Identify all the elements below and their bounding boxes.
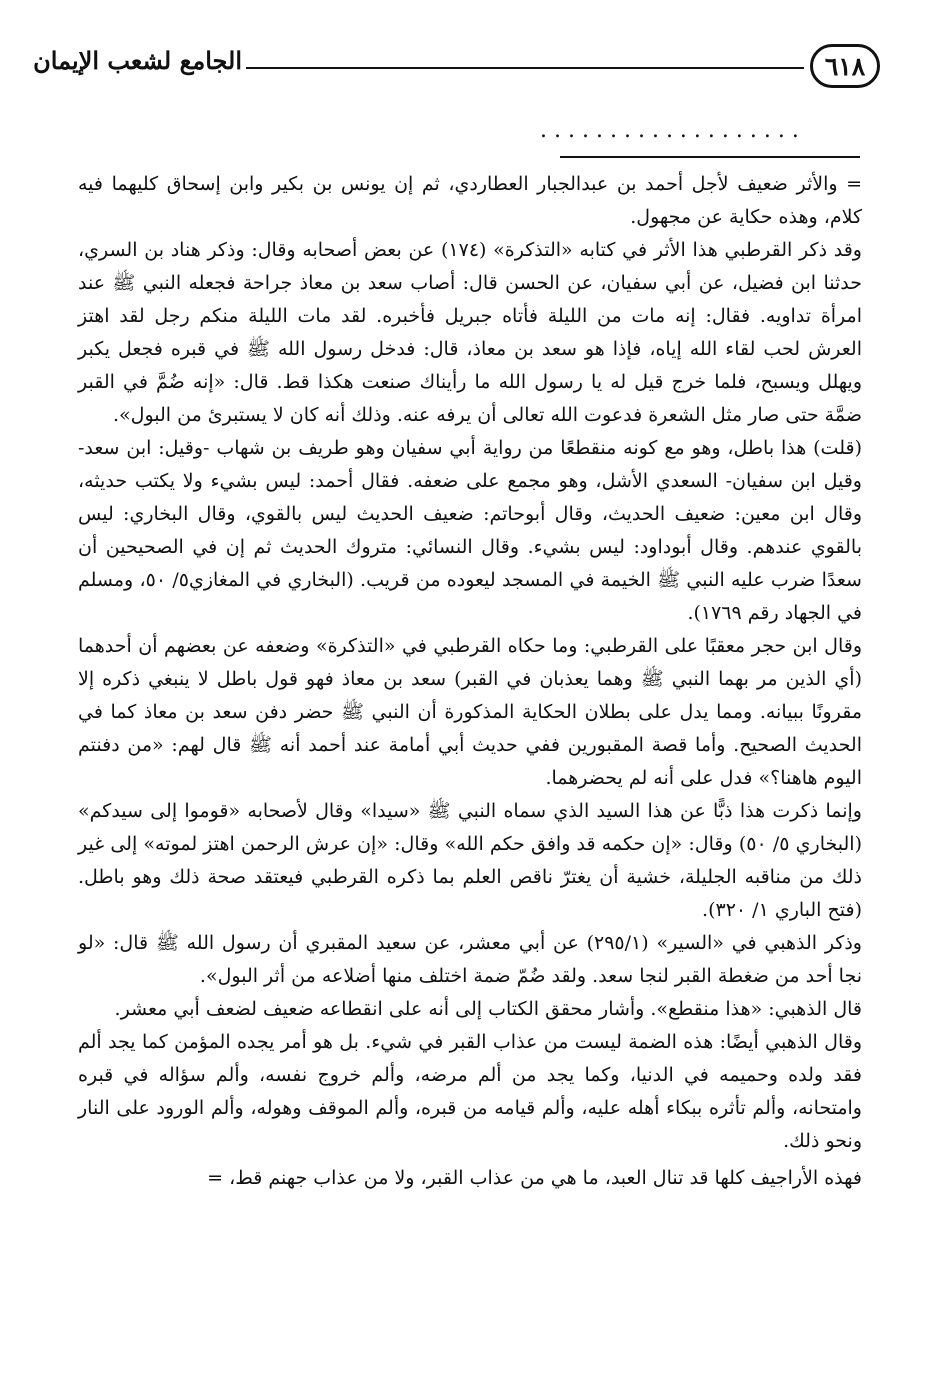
continuation-line: فهذه الأراجيف كلها قد تنال العبد، ما هي من عذاب القبر، ولا من عذاب جهنم قط، = (207, 1167, 862, 1189)
paragraph: قال الذهبي: «هذا منقطع». وأشار محقق الكتاب إلى أنه على انقطاعه ضعيف لضعف أبي معشر. (114, 998, 862, 1020)
header-rule (246, 67, 804, 69)
footnote-rule (560, 156, 860, 158)
footnote-dots: ................... (540, 118, 806, 143)
paragraph: وذكر الذهبي في «السير» (٢٩٥/١) عن أبي معشر، عن سعيد المقبري أن رسول الله ﷺ قال: «لو نجا أحد من ضغطة القبر لنجا سعد. ولقد ضُمّ ضمة اختلف منها أضلاعه من أثر البول». (78, 932, 862, 987)
paragraph: = والأثر ضعيف لأجل أحمد بن عبدالجبار العطاردي، ثم إن يونس بن بكير وابن إسحاق كليهما فيه كلام، وهذه حكاية عن مجهول. (78, 173, 862, 228)
page-number: ٦١٨ (810, 44, 880, 88)
footnote-body (78, 168, 862, 1195)
book-title: الجامع لشعب الإيمان (33, 46, 242, 75)
paragraph: وقال ابن حجر معقبًا على القرطبي: وما حكاه القرطبي في «التذكرة» وضعفه عن بعضهم أن أحدهما (أي الذين مر بهما النبي ﷺ وهما يعذبان في القبر) سعد بن معاذ فهو قول باطل لا ينبغي ذكره إلا مقرونًا ببيانه. ومما يدل على بطلان الحكاية المذكورة أن النبي ﷺ حضر دفن سعد بن معاذ كما في الحديث الصحيح. وأما قصة المقبورين ففي حديث أبي أمامة عند أحمد أنه ﷺ قال لهم: «من دفنتم اليوم هاهنا؟» فدل على أنه لم يحضرهما. (78, 635, 862, 789)
page-header (33, 40, 880, 102)
paragraph: (قلت) هذا باطل، وهو مع كونه منقطعًا من رواية أبي سفيان وهو طريف بن شهاب -وقيل: ابن سعد- وقيل ابن سفيان- السعدي الأشل، وهو مجمع على ضعفه. فقال أحمد: ليس بشيء ولا يكتب حديثه، وقال ابن معين: ضعيف الحديث، وقال أبوحاتم: ضعيف الحديث ليس بالقوي، وقال البخاري: ليس بالقوي عندهم. وقال أبوداود: ليس بشيء. وقال النسائي: متروك الحديث ثم إن في الصحيحين أن سعدًا ضرب عليه النبي ﷺ الخيمة في المسجد ليعوده من قريب. (البخاري في المغازي٥/ ٥٠، ومسلم في الجهاد رقم ١٧٦٩). (78, 437, 862, 624)
paragraph: وإنما ذكرت هذا ذبًّا عن هذا السيد الذي سماه النبي ﷺ «سيدا» وقال لأصحابه «قوموا إلى سيدكم» (البخاري ٥/ ٥٠) وقال: «إن حكمه قد وافق حكم الله» وقال: «إن عرش الرحمن اهتز لموته» إلى غير ذلك من مناقبه الجليلة، خشية أن يغترّ ناقص العلم بما ذكره القرطبي فيعتقد صحة ذلك وهو باطل. (فتح الباري ١/ ٣٢٠). (78, 800, 862, 921)
paragraph: وقال الذهبي أيضًا: هذه الضمة ليست من عذاب القبر في شيء. بل هو أمر يجده المؤمن كما يجد ألم فقد ولده وحميمه في الدنيا، وكما يجد من ألم مرضه، وألم خروج نفسه، وألم سؤاله في قبره وامتحانه، وألم تأثره ببكاء أهله عليه، وألم قيامه من قبره، وألم الموقف وهوله، وألم الورود على النار ونحو ذلك. (78, 1031, 862, 1152)
paragraph: وقد ذكر القرطبي هذا الأثر في كتابه «التذكرة» (١٧٤) عن بعض أصحابه وقال: وذكر هناد بن السري، حدثنا ابن فضيل، عن أبي سفيان، عن الحسن قال: أصاب سعد بن معاذ جراحة فجعله النبي ﷺ عند امرأة تداويه. فقال: إنه مات من الليلة فأتاه جبريل فأخبره. لقد مات الليلة منكم رجل لقد اهتز العرش لحب لقاء الله إياه، فإذا هو سعد بن معاذ، قال: فدخل رسول الله ﷺ في قبره فجعل يكبر ويهلل ويسبح، فلما خرج قيل له يا رسول الله ما رأيناك صنعت هكذا قط. قال: «إنه ضُمَّ في القبر ضمَّة حتى صار مثل الشعرة فدعوت الله تعالى أن يرفه عنه. وذلك أنه كان لا يستبرئ من البول». (78, 239, 862, 426)
